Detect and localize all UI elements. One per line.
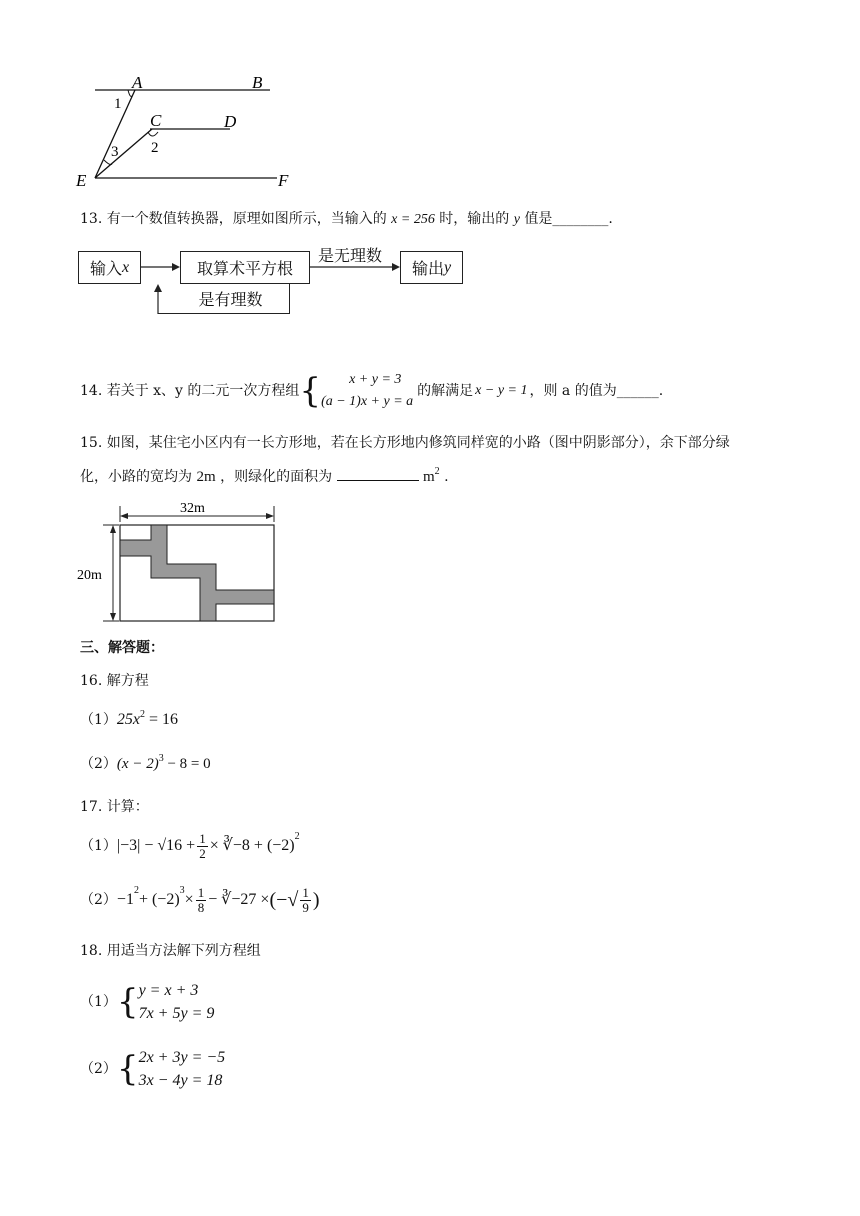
label-a: A [132,73,143,92]
q13-text: 13. 有一个数值转换器，原理如图所示，当输入的 x = 256 时，输出的 y 值是________. [80,211,613,227]
label-e: E [76,171,87,190]
q17-part2: （2） −1 2 + (−2) 3 × $\frac{1}{8}$ − ∛−27 × (−√ $\frac{1}{9}$ ) [80,884,320,915]
flow-irrational-label: 是无理数 [318,246,383,265]
flow-diagram [78,245,468,320]
q18-part1: （1） { y = x + 3 7x + 5y = 9 [80,976,214,1028]
line-ec [95,129,152,178]
q14-cond: x − y = 1 [475,383,528,398]
label-c: C [150,111,162,130]
angle-figure [70,70,310,195]
q18-title: 18. 用适当方法解下列方程组 [80,943,261,959]
q18-p2-eq1: 2x + 3y = −5 [138,1049,226,1066]
q18-part2: （2） { 2x + 3y = −5 3x − 4y = 18 [80,1043,225,1095]
q18-p1-eq2: 7x + 5y = 9 [138,1005,215,1022]
q16-title: 16. 解方程 [80,673,149,689]
flow-rational-box: 是有理数 [158,284,290,314]
label-b: B [252,73,263,92]
q17-part1: （1） |−3| − √16 + $\frac{1}{2}$ × ∛−8 + (−2) 2 [80,830,300,861]
q14-brace: { [299,371,322,411]
section3-heading: 三、解答题： [80,640,164,656]
q18-p2-eq2: 3x − 4y = 18 [138,1072,223,1089]
q15-line2: 化，小路的宽均为 2m ，则绿化的面积为 $m^2$ . [80,466,449,485]
label-2: 2 [151,140,159,156]
flow-output-box: 输出 y [400,251,463,284]
label-d: D [224,112,237,131]
dim-top-label: 32m [180,501,205,516]
q17-title: 17. 计算： [80,799,149,815]
angle-2-arc [148,132,158,136]
q13-x-value: x = 256 [391,212,435,227]
q14-eq1: x + y = 3 [349,372,402,387]
flow-input-box: 输入 x [78,251,141,284]
q14-eq2: (a − 1)x + y = a [321,394,414,409]
label-1: 1 [114,96,122,112]
garden-figure [75,498,285,626]
q16-part1: $(1)25x^2 = 16$ [80,709,179,728]
q16-part2: $(2)(x - 2)^3 - 8 = 0$ [80,753,211,772]
q15-line1: 15. 如图，某住宅小区内有一长方形地，若在长方形地内修筑同样宽的小路（图中阴影部分），余下部分绿 [80,435,730,451]
label-3: 3 [111,144,119,160]
q18-p1-eq1: y = x + 3 [138,982,199,999]
q14-text: 14. 若关于 x、y 的二元一次方程组 { x + y = 3 (a − 1)x + y = a 的解满足 x − y = 1 ，则 a 的值为______. [80,371,664,411]
flow-process-box: 取算术平方根 [180,251,310,284]
dim-left-label: 20m [77,568,102,583]
label-f: F [278,171,289,190]
